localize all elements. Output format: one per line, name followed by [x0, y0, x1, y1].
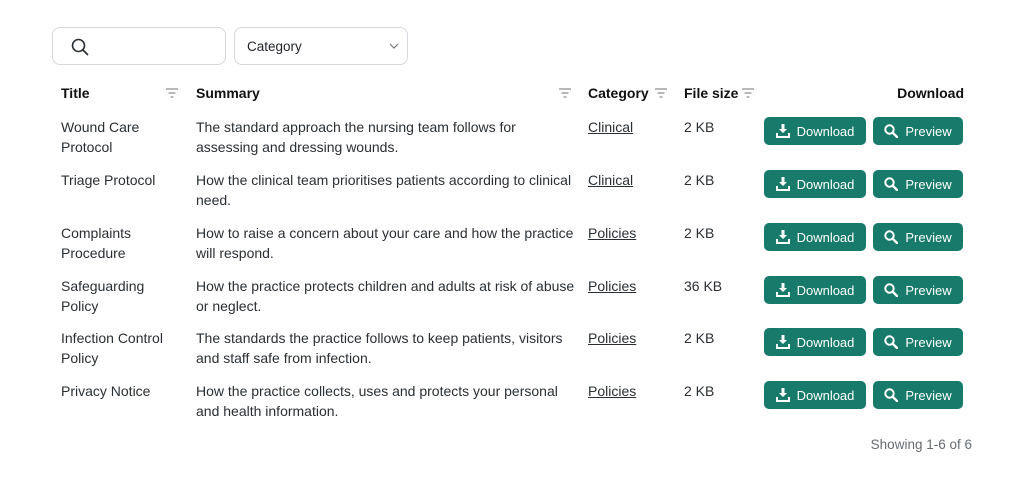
- column-header-download: Download: [897, 85, 964, 101]
- column-header-category[interactable]: Category: [588, 85, 649, 101]
- row-title: Complaints Procedure: [61, 225, 132, 261]
- row-summary: How the practice protects children and adults at risk of abuse or neglect.: [196, 278, 575, 314]
- row-file-size: 2 KB: [684, 225, 715, 241]
- row-title: Privacy Notice: [61, 383, 151, 399]
- row-file-size: 2 KB: [684, 383, 715, 399]
- preview-button[interactable]: [873, 170, 963, 198]
- filter-icon[interactable]: [559, 88, 571, 98]
- download-button-label: Download: [796, 387, 855, 403]
- download-icon: [776, 230, 790, 244]
- row-summary: How the clinical team prioritises patients according to clinical need.: [196, 172, 572, 208]
- row-title: Triage Protocol: [61, 172, 156, 188]
- row-file-size: 2 KB: [684, 119, 715, 135]
- download-button[interactable]: [764, 381, 866, 409]
- category-select-value: Category: [247, 39, 302, 54]
- magnifier-icon: [884, 177, 898, 191]
- magnifier-icon: [884, 335, 898, 349]
- preview-button[interactable]: [873, 381, 963, 409]
- row-file-size: 2 KB: [684, 330, 715, 346]
- row-title: Safeguarding Policy: [61, 278, 145, 314]
- row-category-link[interactable]: Policies: [588, 225, 637, 241]
- category-select[interactable]: [234, 27, 408, 65]
- download-button-label: Download: [796, 123, 855, 139]
- row-summary: How the practice collects, uses and protects your personal and health information.: [196, 383, 558, 419]
- download-button[interactable]: [764, 223, 866, 251]
- pagination-status: Showing 1-6 of 6: [870, 437, 972, 452]
- chevron-down-icon: [389, 43, 399, 49]
- preview-button[interactable]: [873, 223, 963, 251]
- row-category-link[interactable]: Policies: [588, 330, 637, 346]
- download-button-label: Download: [796, 282, 855, 298]
- search-box[interactable]: [52, 27, 226, 65]
- preview-button-label: Preview: [905, 123, 952, 139]
- filter-icon[interactable]: [166, 88, 178, 98]
- column-header-file-size[interactable]: File size: [684, 85, 739, 101]
- download-button[interactable]: [764, 117, 866, 145]
- row-category-link[interactable]: Clinical: [588, 119, 634, 135]
- row-title: Infection Control Policy: [61, 330, 163, 366]
- download-icon: [776, 177, 790, 191]
- download-button[interactable]: [764, 276, 866, 304]
- preview-button-label: Preview: [905, 334, 952, 350]
- row-title: Wound Care Protocol: [61, 119, 140, 155]
- download-button[interactable]: [764, 328, 866, 356]
- search-input[interactable]: [97, 36, 217, 56]
- download-button-label: Download: [796, 176, 855, 192]
- download-button-label: Download: [796, 334, 855, 350]
- download-icon: [776, 335, 790, 349]
- download-button[interactable]: [764, 170, 866, 198]
- column-header-summary[interactable]: Summary: [196, 85, 260, 101]
- row-category-link[interactable]: Clinical: [588, 172, 634, 188]
- row-file-size: 36 KB: [684, 278, 723, 294]
- preview-button-label: Preview: [905, 387, 952, 403]
- row-summary: The standard approach the nursing team follows for assessing and dressing wounds.: [196, 119, 516, 155]
- download-icon: [776, 124, 790, 138]
- magnifier-icon: [884, 283, 898, 297]
- download-icon: [776, 388, 790, 402]
- preview-button-label: Preview: [905, 282, 952, 298]
- download-icon: [776, 283, 790, 297]
- magnifier-icon: [884, 124, 898, 138]
- preview-button-label: Preview: [905, 229, 952, 245]
- magnifier-icon: [884, 230, 898, 244]
- search-icon: [71, 38, 89, 56]
- preview-button[interactable]: [873, 276, 963, 304]
- row-file-size: 2 KB: [684, 172, 715, 188]
- row-category-link[interactable]: Policies: [588, 383, 637, 399]
- preview-button-label: Preview: [905, 176, 952, 192]
- preview-button[interactable]: [873, 117, 963, 145]
- filter-icon[interactable]: [742, 88, 754, 98]
- column-header-title[interactable]: Title: [61, 85, 90, 101]
- download-button-label: Download: [796, 229, 855, 245]
- preview-button[interactable]: [873, 328, 963, 356]
- row-summary: How to raise a concern about your care and how the practice will respond.: [196, 225, 574, 261]
- filter-icon[interactable]: [655, 88, 667, 98]
- magnifier-icon: [884, 388, 898, 402]
- row-category-link[interactable]: Policies: [588, 278, 637, 294]
- row-summary: The standards the practice follows to keep patients, visitors and staff safe from infection.: [196, 330, 563, 366]
